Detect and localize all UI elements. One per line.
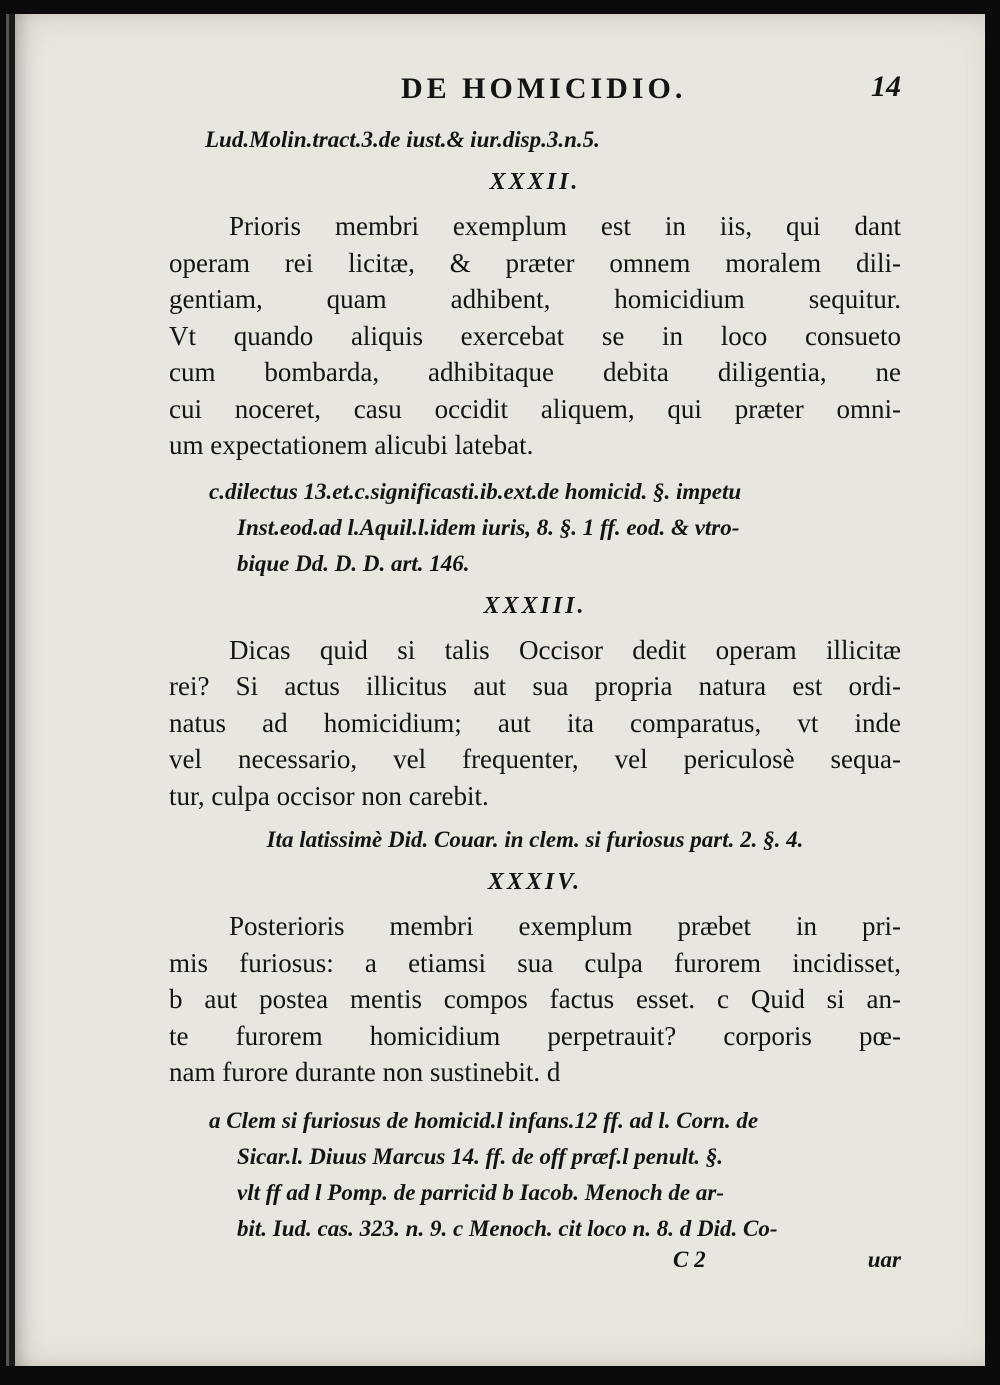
text-line: Dicas quid si talis Occisor dedit operam illicitæ — [229, 634, 901, 665]
paragraph-34 — [169, 908, 901, 1091]
section-numeral-34: XXXIV. — [487, 869, 583, 895]
text-line: um expectationem alicubi latebat. — [169, 430, 534, 460]
citation-top: Lud.Molin.tract.3.de iust.& iur.disp.3.n.5. — [205, 127, 600, 152]
page-content — [169, 70, 901, 1283]
citation-line: bique Dd. D. D. art. 146. — [237, 550, 470, 576]
text-line: nam furore durante non sustinebit. d — [169, 1057, 561, 1087]
book-page — [6, 14, 991, 1366]
text-line: gentiam, quam adhibent, homicidium sequitur. — [169, 284, 901, 314]
citation-line: Inst.eod.ad l.Aquil.l.idem iuris, 8. §. 1 ff. eod. & vtro- — [237, 514, 740, 540]
page-right-edge — [985, 14, 991, 1366]
page-number: 14 — [871, 70, 901, 103]
paragraph-33 — [169, 632, 901, 815]
text-line: vel necessario, vel frequenter, vel periculosè sequa- — [169, 744, 901, 774]
citation-32 — [169, 474, 901, 582]
text-line: cum bombarda, adhibitaque debita diligentia, ne — [169, 357, 901, 387]
footnote-line: bit. Iud. cas. 323. n. 9. c Menoch. cit loco n. 8. d Did. Co- — [237, 1215, 778, 1241]
text-line: b aut postea mentis compos factus esset. c Quid si an- — [169, 984, 901, 1014]
section-numeral-33: XXXIII. — [483, 592, 587, 619]
section-numeral-32: XXXII. — [489, 169, 581, 195]
signature-mark: C 2 — [673, 1246, 706, 1272]
citation-33: Ita latissimè Did. Couar. in clem. si furiosus part. 2. §. 4. — [266, 827, 804, 852]
footnotes — [169, 1103, 901, 1247]
running-title: DE HOMICIDIO. — [401, 72, 687, 105]
citation-line: c.dilectus 13.et.c.significasti.ib.ext.de homicid. §. impetu — [209, 478, 742, 504]
running-header — [169, 70, 901, 120]
text-line: natus ad homicidium; aut ita comparatus, vt inde — [169, 707, 901, 738]
page-gutter-shadow — [9, 14, 15, 1366]
catchword: uar — [867, 1246, 901, 1272]
text-line: tur, culpa occisor non carebit. — [169, 780, 489, 811]
text-line: cui noceret, casu occidit aliquem, qui præter omni- — [169, 393, 901, 424]
text-line: mis furiosus: a etiamsi sua culpa furorem incidisset, — [169, 947, 901, 978]
text-line: Posterioris membri exemplum præbet in pri- — [229, 911, 901, 941]
footnote-line: vlt ff ad l Pomp. de parricid b Iacob. Menoch de ar- — [237, 1179, 724, 1205]
footnote-line: a Clem si furiosus de homicid.l infans.12 ff. ad l. Corn. de — [209, 1107, 759, 1133]
text-line: operam rei licitæ, & præter omnem moralem dili- — [169, 247, 901, 278]
text-line: Vt quando aliquis exercebat se in loco consueto — [169, 320, 901, 351]
text-line: rei? Si actus illicitus aut sua propria natura est ordi- — [169, 671, 901, 701]
text-line: te furorem homicidium perpetrauit? corporis pœ- — [169, 1020, 901, 1051]
footnote-line: Sicar.l. Diuus Marcus 14. ff. de off præf.l penult. §. — [237, 1143, 724, 1169]
text-line: Prioris membri exemplum est in iis, qui dant — [229, 211, 901, 241]
catchline — [169, 1247, 901, 1283]
paragraph-32 — [169, 208, 901, 464]
